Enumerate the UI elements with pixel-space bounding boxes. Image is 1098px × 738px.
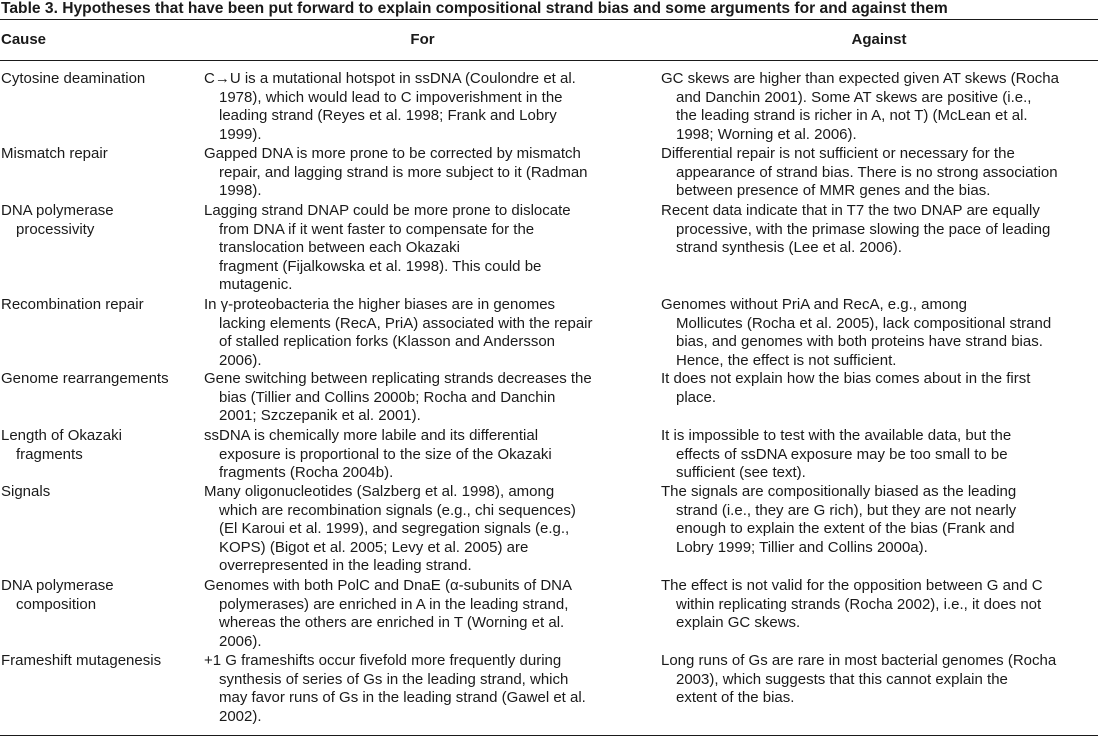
against-cell: [661, 483, 1098, 557]
against-cell-line: Genomes without PriA and RecA, e.g., among: [661, 296, 967, 313]
table-header-rule: [0, 60, 1098, 61]
against-cell-line: explain GC skews.: [676, 614, 801, 632]
against-cell-line: strand (i.e., they are G rich), but they are not nearly: [676, 501, 1017, 519]
against-cell: [661, 577, 1098, 633]
for-cell-line: mutagenic.: [219, 276, 293, 294]
cause-cell: [1, 296, 191, 315]
against-cell: [661, 70, 1098, 144]
against-cell-line: the leading strand is richer in A, not T) (McLean et al.: [676, 107, 1028, 125]
for-cell-line: synthesis of series of Gs in the leading strand, which: [219, 670, 569, 688]
for-cell-line: exposure is proportional to the size of the Okazaki: [219, 445, 552, 463]
against-cell: [661, 296, 1098, 370]
for-cell-line: +1 G frameshifts occur fivefold more frequently during: [204, 652, 562, 669]
for-cell: [204, 483, 642, 576]
against-cell-line: bias, and genomes with both proteins have strand bias.: [676, 333, 1043, 351]
against-cell-line: and Danchin 2001). Some AT skews are positive (i.e.,: [676, 88, 1032, 106]
for-cell-line: overrepresented in the leading strand.: [219, 557, 472, 575]
cause-cell: [1, 427, 191, 464]
for-cell-line: repair, and lagging strand is more subject to it (Radman: [219, 163, 588, 181]
for-cell-line: which are recombination signals (e.g., chi sequences): [219, 501, 576, 519]
for-cell-line: Gene switching between replicating strands decreases the: [204, 370, 592, 387]
against-cell-line: within replicating strands (Rocha 2002), i.e., it does not: [676, 595, 1042, 613]
for-cell-line: ssDNA is chemically more labile and its differential: [204, 427, 539, 444]
cause-cell-line: processivity: [16, 220, 95, 238]
for-cell-line: Genomes with both PolC and DnaE (α-subunits of DNA: [204, 577, 573, 594]
for-cell-line: fragment (Fijalkowska et al. 1998). This could be: [219, 257, 542, 275]
for-cell-line: 2006).: [219, 632, 262, 650]
for-cell-line: Lagging strand DNAP could be more prone to dislocate: [204, 202, 571, 219]
table-caption: Table 3. Hypotheses that have been put forward to explain compositional strand bias and some arguments for and against them: [1, 0, 948, 17]
for-cell-line: 2002).: [219, 707, 262, 725]
for-cell-line: from DNA if it went faster to compensate for the: [219, 220, 535, 238]
for-cell-line: 1999).: [219, 125, 262, 143]
against-cell: [661, 145, 1098, 201]
for-cell: [204, 202, 642, 295]
cause-cell-line: Genome rearrangements: [1, 370, 169, 387]
for-cell-line: polymerases) are enriched in A in the leading strand,: [219, 595, 569, 613]
cause-cell-line: DNA polymerase: [1, 202, 114, 219]
for-cell: [204, 145, 642, 201]
for-cell-line: lacking elements (RecA, PriA) associated with the repair: [219, 314, 593, 332]
against-cell-line: appearance of strand bias. There is no strong association: [676, 163, 1058, 181]
cause-cell: [1, 652, 191, 671]
against-cell-line: 1998; Worning et al. 2006).: [676, 125, 857, 143]
against-cell: [661, 370, 1098, 407]
for-cell: [204, 70, 642, 144]
against-cell-line: Long runs of Gs are rare in most bacterial genomes (Rocha: [661, 652, 1057, 669]
cause-cell: [1, 483, 191, 502]
against-cell-line: 2003), which suggests that this cannot explain the: [676, 670, 1008, 688]
header-for-label: For: [410, 31, 435, 48]
against-cell-line: extent of the bias.: [676, 689, 795, 707]
against-cell-line: enough to explain the extent of the bias (Frank and: [676, 520, 1015, 538]
against-cell-line: The signals are compositionally biased as the leading: [661, 483, 1017, 500]
against-cell-line: It does not explain how the bias comes about in the first: [661, 370, 1031, 387]
cause-cell-line: Frameshift mutagenesis: [1, 652, 162, 669]
for-cell-line: of stalled replication forks (Klasson and Andersson: [219, 333, 556, 351]
against-cell-line: Mollicutes (Rocha et al. 2005), lack compositional strand: [676, 314, 1052, 332]
for-cell-line: C→U is a mutational hotspot in ssDNA (Coulondre et al.: [204, 70, 576, 87]
against-cell-line: between presence of MMR genes and the bias.: [676, 182, 991, 200]
against-cell-line: sufficient (see text).: [676, 464, 806, 482]
table-bottom-rule: [0, 735, 1098, 736]
for-cell-line: leading strand (Reyes et al. 1998; Frank and Lobry: [219, 107, 557, 125]
for-cell-line: translocation between each Okazaki: [219, 239, 460, 257]
for-cell-line: 1998).: [219, 182, 262, 200]
for-cell: [204, 427, 642, 483]
for-cell-line: 1978), which would lead to C impoverishment in the: [219, 88, 563, 106]
for-cell-line: In γ-proteobacteria the higher biases are in genomes: [204, 296, 556, 313]
against-cell-line: strand synthesis (Lee et al. 2006).: [676, 239, 902, 257]
against-cell-line: Lobry 1999; Tillier and Collins 2000a).: [676, 538, 928, 556]
header-against: Against: [851, 31, 907, 48]
for-cell-line: Many oligonucleotides (Salzberg et al. 1998), among: [204, 483, 555, 500]
for-cell-line: 2006).: [219, 351, 262, 369]
for-cell-line: 2001; Szczepanik et al. 2001).: [219, 407, 421, 425]
for-cell-line: (El Karoui et al. 1999), and segregation signals (e.g.,: [219, 520, 570, 538]
cause-cell-line: fragments: [16, 445, 83, 463]
against-cell: [661, 427, 1098, 483]
against-cell-line: It is impossible to test with the available data, but the: [661, 427, 1012, 444]
against-cell-line: Hence, the effect is not sufficient.: [676, 351, 897, 369]
for-cell: [204, 370, 642, 426]
cause-cell: [1, 70, 191, 89]
cause-cell-line: Recombination repair: [1, 296, 144, 313]
against-cell-line: GC skews are higher than expected given AT skews (Rocha: [661, 70, 1059, 87]
header-cause: Cause: [1, 31, 47, 48]
against-cell-line: place.: [676, 388, 717, 406]
against-cell-line: Differential repair is not sufficient or necessary for the: [661, 145, 1015, 162]
for-cell-line: bias (Tillier and Collins 2000b; Rocha and Danchin: [219, 388, 556, 406]
for-cell-line: whereas the others are enriched in T (Worning et al.: [219, 614, 565, 632]
cause-cell-line: composition: [16, 595, 97, 613]
for-cell: [204, 652, 642, 726]
against-cell-line: Recent data indicate that in T7 the two DNAP are equally: [661, 202, 1040, 219]
against-cell: [661, 652, 1098, 708]
for-cell-line: Gapped DNA is more prone to be corrected by mismatch: [204, 145, 581, 162]
table-top-rule: [0, 19, 1098, 20]
for-cell: [204, 577, 642, 651]
against-cell-line: effects of ssDNA exposure may be too small to be: [676, 445, 1008, 463]
cause-cell: [1, 370, 191, 389]
for-cell-line: fragments (Rocha 2004b).: [219, 464, 394, 482]
cause-cell: [1, 202, 191, 239]
for-cell: [204, 296, 642, 370]
cause-cell: [1, 145, 191, 164]
cause-cell-line: Mismatch repair: [1, 145, 108, 162]
cause-cell-line: Length of Okazaki: [1, 427, 122, 444]
cause-cell-line: Signals: [1, 483, 51, 500]
cause-cell-line: Cytosine deamination: [1, 70, 146, 87]
for-cell-line: may favor runs of Gs in the leading strand (Gawel et al.: [219, 689, 586, 707]
against-cell: [661, 202, 1098, 258]
cause-cell: [1, 577, 191, 614]
for-cell-line: KOPS) (Bigot et al. 2005; Levy et al. 2005) are: [219, 538, 529, 556]
against-cell-line: The effect is not valid for the opposition between G and C: [661, 577, 1043, 594]
cause-cell-line: DNA polymerase: [1, 577, 114, 594]
against-cell-line: processive, with the primase slowing the pace of leading: [676, 220, 1051, 238]
